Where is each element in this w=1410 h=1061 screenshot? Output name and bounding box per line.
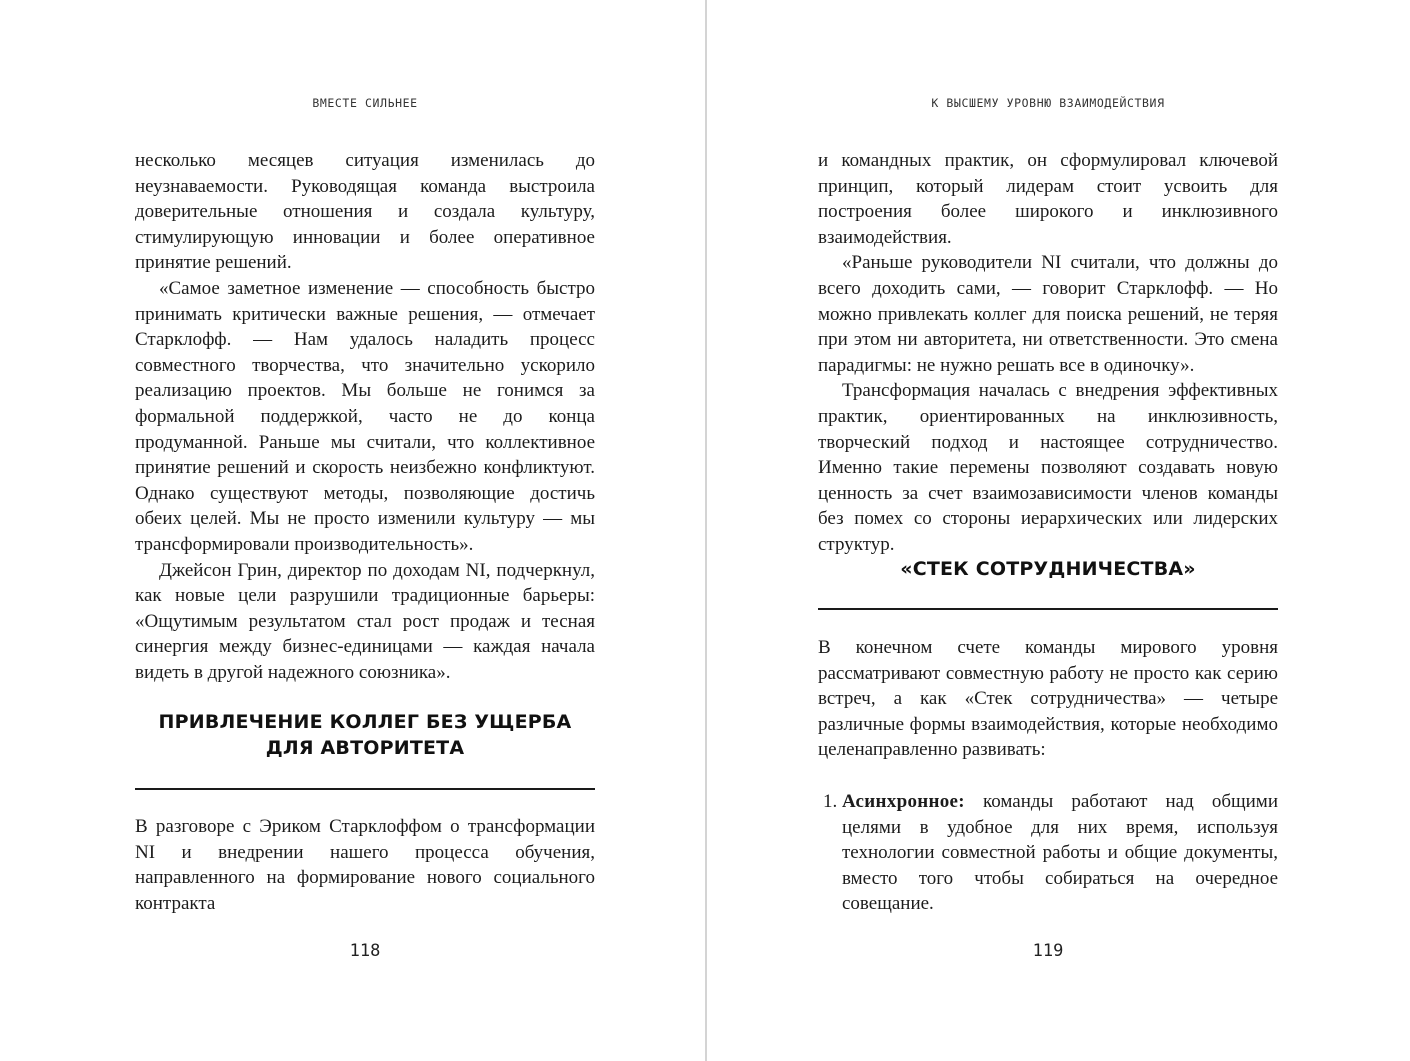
section-heading	[135, 709, 595, 761]
list-item-body	[842, 789, 1278, 917]
section-heading: «СТЕК СОТРУДНИЧЕСТВА»	[900, 558, 1196, 580]
paragraph: несколько месяцев ситуация изменилась до неузнаваемости. Руководящая команда выстроила доверительные отношения и создала культуру, стимулирующую инновации и более оперативное принятие решений.	[135, 150, 595, 274]
paragraph: Джейсон Грин, директор по доходам NI, подчеркнул, как новые цели разрушили традиционные барьеры: «Ощутимым результатом стал рост продаж и тесная синергия между бизнес-единицами — каждая начала видеть в другой надежного союзника».	[135, 559, 595, 683]
body-text	[135, 814, 595, 916]
body-text	[818, 635, 1278, 763]
list-number: 1.	[823, 791, 838, 812]
body-text	[818, 148, 1278, 558]
page-number: 118	[349, 941, 381, 961]
paragraph: «Самое заметное изменение — способность быстро принимать критически важные решения, — отмечает Старклофф. — Нам удалось наладить процесс совместного творчества, что значительно ускорило реализацию проектов. Мы больше не гонимся за формальной поддержкой, часто не до конца продуманной. Раньше мы считали, что коллективное принятие решений и скорость неизбежно конфликтуют. Однако существуют методы, позволяющие достичь обеих целей. Мы не просто изменили культуру — мы трансформировали производительность».	[135, 277, 595, 555]
paragraph: Трансформация началась с внедрения эффективных практик, ориентированных на инклюзивность, творческий подход и настоящее сотрудничество. Именно такие перемены позволяют создавать новую ценность за счет взаимозависимости членов команды без помех со стороны иерархических или лидерских структур.	[818, 380, 1278, 555]
running-head: К ВЫСШЕМУ УРОВНЮ ВЗАИМОДЕЙСТВИЯ	[931, 96, 1165, 110]
list-term: Асинхронное:	[842, 791, 965, 812]
heading-line: ДЛЯ АВТОРИТЕТА	[265, 737, 465, 759]
heading-rule	[135, 788, 595, 790]
running-head: ВМЕСТЕ СИЛЬНЕЕ	[312, 96, 418, 110]
body-text	[135, 148, 595, 685]
right-page	[707, 0, 1410, 1061]
paragraph: В разговоре с Эриком Старклоффом о трансформации NI и внедрении нашего процесса обучения, направленного на формирование нового социального контракта	[135, 816, 595, 914]
paragraph: «Раньше руководители NI считали, что должны до всего доходить сами, — говорит Старклофф. — Но можно привлекать коллег для поиска решений, не теряя при этом ни авторитета, ни ответственности. Это смена парадигмы: не нужно решать все в одиночку».	[818, 252, 1278, 376]
heading-rule	[818, 608, 1278, 610]
paragraph: В конечном счете команды мирового уровня рассматривают совместную работу не просто как серию встреч, а как «Стек сотрудничества» — четыре различные формы взаимодействия, которые необходимо целенаправленно развивать:	[818, 637, 1278, 761]
page-number: 119	[1032, 941, 1064, 961]
paragraph: и командных практик, он сформулировал ключевой принцип, который лидерам стоит усвоить для построения более широкого и инклюзивного взаимодействия.	[818, 150, 1278, 248]
list-item	[818, 789, 1278, 917]
list-text: команды работают над общими целями в удобное для них время, используя технологии совместной работы и общие документы, вместо того чтобы собираться на очередное совещание.	[842, 791, 1278, 915]
heading-line: ПРИВЛЕЧЕНИЕ КОЛЛЕГ БЕЗ УЩЕРБА	[158, 711, 572, 733]
